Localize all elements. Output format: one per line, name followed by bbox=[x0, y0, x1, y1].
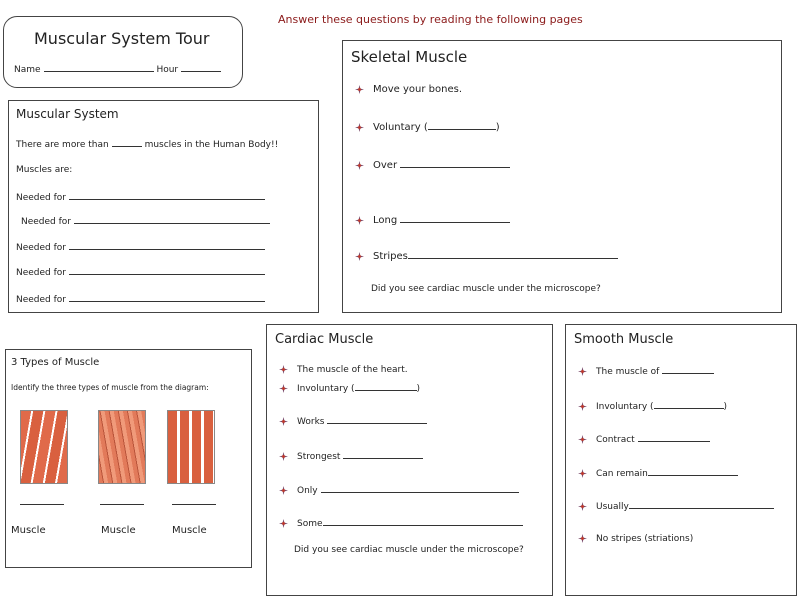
list-item: Move your bones. bbox=[355, 84, 462, 95]
name-label: Name bbox=[14, 65, 41, 75]
list-item[interactable]: Only bbox=[279, 484, 519, 496]
hour-field[interactable] bbox=[181, 63, 221, 72]
pushpin-icon bbox=[355, 252, 364, 261]
answer-line[interactable] bbox=[20, 504, 64, 505]
needed-line[interactable]: Needed for bbox=[16, 241, 265, 253]
needed-line[interactable]: Needed for bbox=[16, 293, 265, 305]
pushpin-icon bbox=[578, 435, 587, 444]
pushpin-icon bbox=[279, 486, 288, 495]
answer-line[interactable] bbox=[100, 504, 144, 505]
pushpin-icon bbox=[355, 216, 364, 225]
list-item[interactable]: Contract bbox=[578, 433, 710, 445]
title-box bbox=[3, 16, 243, 88]
pushpin-icon bbox=[578, 469, 587, 478]
diagram-instruction: Identify the three types of muscle from the diagram: bbox=[11, 383, 209, 392]
skeletal-muscle-section bbox=[342, 40, 782, 313]
section-title: 3 Types of Muscle bbox=[11, 357, 100, 368]
microscope-question: Did you see cardiac muscle under the microscope? bbox=[371, 284, 601, 294]
pushpin-icon bbox=[279, 384, 288, 393]
instruction-text: Answer these questions by reading the following pages bbox=[278, 13, 583, 26]
pushpin-icon bbox=[578, 502, 587, 511]
needed-line[interactable]: Needed for bbox=[16, 191, 265, 203]
pushpin-icon bbox=[355, 123, 364, 132]
list-item[interactable]: Strongest bbox=[279, 450, 423, 462]
pushpin-icon bbox=[279, 519, 288, 528]
list-item[interactable]: Stripes bbox=[355, 250, 618, 262]
pushpin-icon bbox=[578, 402, 587, 411]
section-title: Muscular System bbox=[16, 107, 119, 121]
answer-line[interactable] bbox=[172, 504, 216, 505]
list-item: The muscle of the heart. bbox=[279, 365, 408, 375]
muscle-label: Muscle bbox=[11, 525, 46, 536]
list-item[interactable]: The muscle of bbox=[578, 365, 714, 377]
section-title: Cardiac Muscle bbox=[275, 332, 374, 347]
list-item[interactable]: Involuntary ( ) bbox=[279, 382, 420, 394]
cardiac-muscle-section bbox=[266, 324, 553, 596]
pushpin-icon bbox=[279, 365, 288, 374]
list-item[interactable]: Some bbox=[279, 517, 523, 529]
muscular-system-section bbox=[8, 100, 319, 313]
smooth-muscle-section bbox=[565, 324, 797, 596]
pushpin-icon bbox=[578, 367, 587, 376]
pushpin-icon bbox=[355, 85, 364, 94]
list-item: No stripes (striations) bbox=[578, 534, 693, 544]
needed-line[interactable]: Needed for bbox=[21, 215, 270, 227]
needed-line[interactable]: Needed for bbox=[16, 266, 265, 278]
list-item[interactable]: Usually bbox=[578, 500, 774, 512]
microscope-question: Did you see cardiac muscle under the microscope? bbox=[294, 545, 524, 555]
page-title: Muscular System Tour bbox=[34, 29, 210, 48]
list-item[interactable]: Can remain bbox=[578, 467, 738, 479]
muscle-label: Muscle bbox=[172, 525, 207, 536]
skeletal-muscle-image bbox=[98, 410, 146, 484]
section-title: Smooth Muscle bbox=[574, 332, 674, 347]
muscles-are-label: Muscles are: bbox=[16, 165, 73, 175]
list-item[interactable]: Over bbox=[355, 159, 510, 171]
list-item[interactable]: Voluntary ( ) bbox=[355, 121, 500, 133]
smooth-muscle-image bbox=[167, 410, 215, 484]
list-item[interactable]: Involuntary ( ) bbox=[578, 400, 727, 412]
name-field[interactable] bbox=[14, 63, 221, 75]
cardiac-muscle-image bbox=[20, 410, 68, 484]
section-title: Skeletal Muscle bbox=[351, 48, 468, 66]
pushpin-icon bbox=[578, 534, 587, 543]
pushpin-icon bbox=[279, 452, 288, 461]
three-types-section bbox=[5, 349, 252, 568]
pushpin-icon bbox=[279, 417, 288, 426]
list-item[interactable]: Long bbox=[355, 214, 510, 226]
hour-label: Hour bbox=[156, 65, 179, 75]
intro-line: There are more than muscles in the Human Body!! bbox=[16, 140, 279, 150]
list-item[interactable]: Works bbox=[279, 415, 427, 427]
pushpin-icon bbox=[355, 161, 364, 170]
muscle-label: Muscle bbox=[101, 525, 136, 536]
